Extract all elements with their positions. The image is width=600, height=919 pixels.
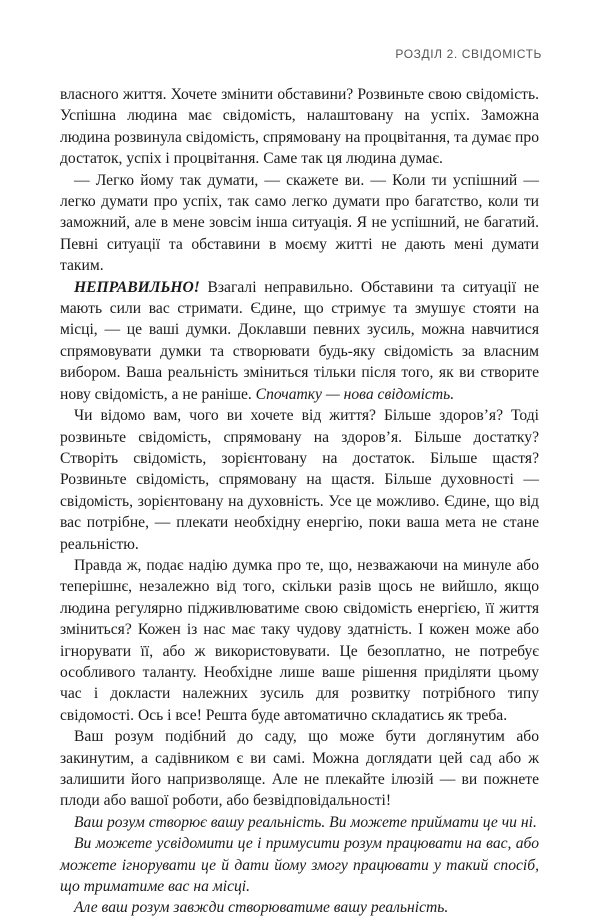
quote-3: Але ваш розум завжди створюватиме вашу реальність. [74,899,449,917]
paragraph-3-text: Взагалі неправильно. Обставини та ситуації не мають сили вас стримати. Єдине, що стримує та змушує стояти на місці, — це ваші думки. Доклавши певних зусиль, можна навчитися спрямовувати думки та створювати будь-яку свідомість за власним вибором. Ваша реальність зміниться тільки після того, як ви створите нову свідомість, а не раніше. [60,278,539,403]
paragraph-5: Правда ж, подає надію думка про те, що, незважаючи на минуле або теперішнє, незалежно від того, скільки разів щось не вийшло, якщо людина регулярно підживлюватиме свою свідомість енергією, її життя зміниться? Кожен із нас має таку чудову здатність. І кожен може або ігнорувати її, або ж використовувати. Це безоплатно, не потребує особливого таланту. Необхідне лише ваше рішення приділяти цьому час і докласти належних зусиль для розвитку потрібного типу свідомості. Ось і все! Решта буде автоматично складатись як треба. [60,556,539,724]
paragraph-6: Ваш розум подібний до саду, що може бути доглянутим або закинутим, а садівником є ви самі. Можна доглядати цей сад або ж залишити його напризволяще. Але не плекайте ілюзій — ви пожнете плоди або вашої роботи, або безвідповідальності! [60,728,539,810]
quote-2: Ви можете усвідомити це і примусити розум працювати на вас, або можете ігнорувати це й дати йому змогу працювати у такий спосіб, що триматиме вас на місці. [60,835,539,896]
quote-1: Ваш розум створює вашу реальність. Ви можете приймати це чи ні. [74,813,537,831]
emphasis-wrong: НЕПРАВИЛЬНО! [74,278,200,296]
paragraph-4: Чи відомо вам, чого ви хочете від життя? Більше здоров’я? Тоді розвиньте свідомість, спрямовану на здоров’я. Більше достатку? Створіть свідомість, зорієнтовану на достаток. Більше щастя? Розвиньте свідомість, спрямовану на щастя. Більше духовності — свідомість, зорієнтовану на духовність. Усе це можливо. Єдине, що від вас потрібне, — плекати необхідну енергію, поки ваша мета не стане реальністю. [60,407,539,553]
paragraph-2: — Легко йому так думати, — скажете ви. — Коли ти успішний — легко думати про успіх, так само легко думати про багатство, коли ти заможний, але в мене зовсім інша ситуація. Я не успішний, не багатий. Певні ситуації та обставини в моєму житті не дають мені думати таким. [60,171,539,275]
running-head: РОЗДІЛ 2. СВІДОМІСТЬ [395,47,542,61]
page-body [60,84,539,919]
emphasis-new-consciousness: Спочатку — нова свідомість. [255,385,455,403]
paragraph-3 [60,277,539,405]
paragraph-1: власного життя. Хочете змінити обставини? Розвиньте свою свідомість. Успішна людина має свідомість, налаштовану на успіх. Заможна людина розвинула свідомість, спрямовану на процвітання, та думає про достаток, успіх і процвітання. Саме так ця людина думає. [60,86,539,168]
